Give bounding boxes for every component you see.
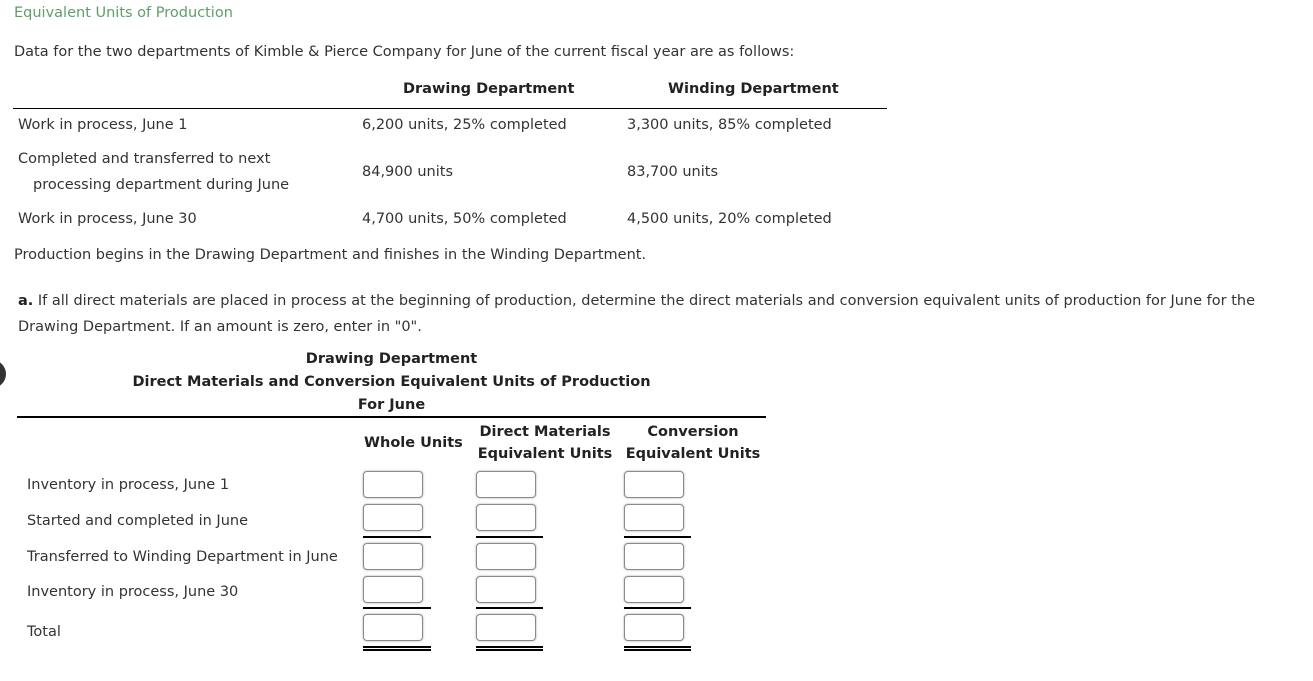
page-title: Equivalent Units of Production [14,5,233,21]
subtotal-rule [363,536,431,538]
report-row-label-total: Total [27,624,61,640]
col-header-whole-units: Whole Units [364,435,463,451]
total-double-rule [363,646,431,651]
inv-june30-direct-materials-input[interactable] [476,576,536,603]
started-completed-whole-units-input[interactable] [363,504,423,531]
row-wip-june30-drawing: 4,700 units, 50% completed [362,211,567,227]
subtotal-rule [624,607,691,609]
transferred-whole-units-input[interactable] [363,543,423,570]
inv-june1-conversion-input[interactable] [624,471,684,498]
row-wip-june1-label: Work in process, June 1 [18,117,188,133]
row-completed-winding: 83,700 units [627,164,718,180]
col-header-dm-line2: Equivalent Units [477,446,613,462]
transferred-direct-materials-input[interactable] [476,543,536,570]
report-heading-title: Direct Materials and Conversion Equivalent Units of Production [132,374,651,390]
question-text-line2: Drawing Department. If an amount is zero, enter in "0". [18,319,422,335]
report-heading-period: For June [357,397,426,413]
question-a-line1 [18,293,1255,309]
report-row-label: Inventory in process, June 1 [27,477,230,493]
report-heading-rule [17,416,766,418]
subtotal-rule [476,607,543,609]
row-completed-label-line1: Completed and transferred to next [18,151,271,167]
row-completed-drawing: 84,900 units [362,164,453,180]
question-text-line1: If all direct materials are placed in process at the beginning of production, determine the direct materials and conversion equivalent units of production for June for the [37,293,1255,309]
production-note: Production begins in the Drawing Department and finishes in the Winding Department. [14,247,647,263]
row-wip-june30-winding: 4,500 units, 20% completed [627,211,832,227]
col-header-conv-line2: Equivalent Units [625,446,761,462]
header-winding-department: Winding Department [668,81,839,97]
previous-nav-button[interactable] [0,360,6,388]
report-row-label: Started and completed in June [27,513,248,529]
report-heading-department: Drawing Department [305,351,478,367]
inv-june1-whole-units-input[interactable] [363,471,423,498]
row-completed-label-line2: processing department during June [33,177,290,193]
total-direct-materials-input[interactable] [476,614,536,641]
started-completed-direct-materials-input[interactable] [476,504,536,531]
col-header-conv-line1: Conversion [647,424,739,440]
question-marker: a. [18,293,34,309]
subtotal-rule [476,536,543,538]
subtotal-rule [624,536,691,538]
report-row-label: Transferred to Winding Department in June [27,549,338,565]
header-drawing-department: Drawing Department [403,81,575,97]
row-wip-june1-winding: 3,300 units, 85% completed [627,117,832,133]
row-wip-june1-drawing: 6,200 units, 25% completed [362,117,567,133]
total-double-rule [476,646,543,651]
transferred-conversion-input[interactable] [624,543,684,570]
inv-june1-direct-materials-input[interactable] [476,471,536,498]
subtotal-rule [363,607,431,609]
inv-june30-conversion-input[interactable] [624,576,684,603]
intro-text: Data for the two departments of Kimble & Pierce Company for June of the current fiscal year are as follows: [14,44,795,60]
row-wip-june30-label: Work in process, June 30 [18,211,197,227]
table-header-rule [13,108,887,109]
col-header-dm-line1: Direct Materials [479,424,611,440]
started-completed-conversion-input[interactable] [624,504,684,531]
total-whole-units-input[interactable] [363,614,423,641]
report-row-label: Inventory in process, June 30 [27,584,239,600]
inv-june30-whole-units-input[interactable] [363,576,423,603]
total-double-rule [624,646,691,651]
total-conversion-input[interactable] [624,614,684,641]
